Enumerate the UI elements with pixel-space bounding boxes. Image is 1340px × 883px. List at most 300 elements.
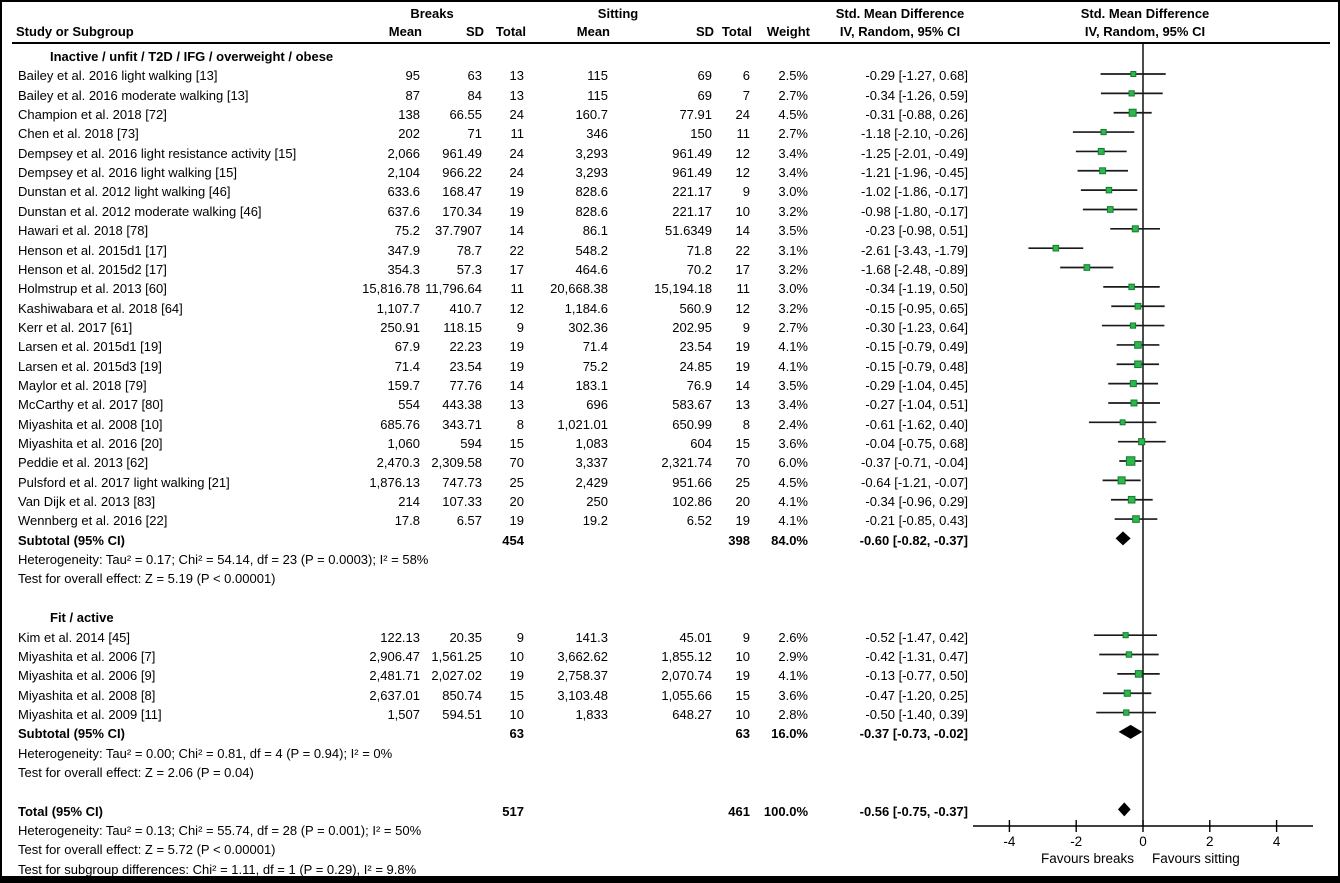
sitting-sd: 648.27 bbox=[672, 706, 712, 722]
column-header-study: Study or Subgroup bbox=[16, 24, 134, 39]
x-axis-tick-label: -2 bbox=[1070, 834, 1083, 849]
sitting-mean: 1,184.6 bbox=[564, 300, 608, 316]
sitting-mean: 1,021.01 bbox=[557, 416, 608, 432]
stats-note: Heterogeneity: Tau² = 0.00; Chi² = 0.81, df = 4 (P = 0.94); I² = 0% bbox=[18, 745, 393, 761]
sitting-sd: 650.99 bbox=[672, 416, 712, 432]
breaks-mean: 159.7 bbox=[387, 377, 420, 393]
study-label: Henson et al. 2015d2 [17] bbox=[18, 261, 167, 277]
study-label: McCarthy et al. 2017 [80] bbox=[18, 397, 164, 413]
ci-text: -0.27 [-1.04, 0.51] bbox=[865, 397, 968, 413]
sitting-sd: 961.49 bbox=[672, 165, 712, 181]
study-label: Miyashita et al. 2008 [8] bbox=[18, 687, 156, 703]
sitting-sd: 221.17 bbox=[672, 203, 712, 219]
sitting-total: 9 bbox=[742, 629, 750, 645]
ci-text: -0.98 [-1.80, -0.17] bbox=[861, 203, 968, 219]
study-label: Miyashita et al. 2006 [7] bbox=[18, 648, 156, 664]
column-header-sitting-mean: Mean bbox=[576, 24, 610, 39]
breaks-total: 13 bbox=[509, 68, 524, 84]
smd-text-column-title: Std. Mean Difference bbox=[835, 6, 965, 21]
study-label: Larsen et al. 2015d3 [19] bbox=[18, 358, 162, 374]
sitting-mean: 2,758.37 bbox=[557, 668, 608, 684]
weight-value: 3.1% bbox=[778, 242, 808, 258]
study-label: Bailey et al. 2016 light walking [13] bbox=[18, 68, 218, 84]
breaks-mean: 2,470.3 bbox=[376, 455, 420, 471]
ci-text: -0.15 [-0.79, 0.49] bbox=[865, 339, 968, 355]
subgroup-title-row bbox=[2, 47, 1338, 66]
weight-value: 3.2% bbox=[778, 300, 808, 316]
study-label: Maylor et al. 2018 [79] bbox=[18, 377, 147, 393]
sitting-mean: 302.36 bbox=[568, 319, 608, 335]
sitting-sd: 24.85 bbox=[679, 358, 712, 374]
study-row bbox=[2, 163, 1338, 182]
breaks-mean: 354.3 bbox=[387, 261, 420, 277]
sitting-total: 24 bbox=[735, 107, 750, 123]
column-header-breaks-sd: SD bbox=[465, 24, 484, 39]
sitting-total: 6 bbox=[742, 68, 750, 84]
sitting-sd: 6.52 bbox=[686, 513, 712, 529]
breaks-total: 25 bbox=[509, 474, 524, 490]
breaks-sd: 78.7 bbox=[456, 242, 482, 258]
subgroup-title: Fit / active bbox=[50, 610, 114, 626]
breaks-total: 10 bbox=[509, 706, 524, 722]
breaks-mean: 1,876.13 bbox=[369, 474, 420, 490]
ci-text: -0.31 [-0.88, 0.26] bbox=[865, 107, 968, 123]
breaks-total: 8 bbox=[516, 416, 524, 432]
breaks-total: 24 bbox=[509, 107, 524, 123]
weight-value: 3.4% bbox=[778, 397, 808, 413]
sitting-mean: 346 bbox=[586, 126, 608, 142]
study-label: Kim et al. 2014 [45] bbox=[18, 629, 131, 645]
stats-note: Heterogeneity: Tau² = 0.17; Chi² = 54.14, df = 23 (P = 0.0003); I² = 58% bbox=[18, 552, 429, 568]
ci-text: -0.47 [-1.20, 0.25] bbox=[865, 687, 968, 703]
sitting-total: 15 bbox=[735, 687, 750, 703]
sitting-total: 9 bbox=[742, 319, 750, 335]
weight-value: 3.5% bbox=[778, 377, 808, 393]
sitting-sd: 961.49 bbox=[672, 145, 712, 161]
breaks-sd: 850.74 bbox=[442, 687, 482, 703]
sitting-mean: 160.7 bbox=[575, 107, 608, 123]
study-label: Wennberg et al. 2016 [22] bbox=[18, 513, 168, 529]
breaks-total: 10 bbox=[509, 648, 524, 664]
breaks-total: 19 bbox=[509, 358, 524, 374]
study-row bbox=[2, 357, 1338, 376]
ci-text: -0.15 [-0.79, 0.48] bbox=[865, 358, 968, 374]
sitting-sd: 45.01 bbox=[679, 629, 712, 645]
study-label: Van Dijk et al. 2013 [83] bbox=[18, 494, 156, 510]
sitting-sd: 69 bbox=[697, 87, 712, 103]
breaks-sd: 6.57 bbox=[456, 513, 482, 529]
sitting-mean: 3,293 bbox=[575, 145, 608, 161]
weight-value: 3.2% bbox=[778, 203, 808, 219]
breaks-total: 9 bbox=[516, 629, 524, 645]
stats-note: Test for overall effect: Z = 2.06 (P = 0.04) bbox=[18, 764, 254, 780]
study-label: Miyashita et al. 2009 [11] bbox=[18, 706, 162, 722]
breaks-sd: 84 bbox=[467, 87, 482, 103]
breaks-sd: 961.49 bbox=[442, 145, 482, 161]
ci-text: -0.29 [-1.04, 0.45] bbox=[865, 377, 968, 393]
sitting-sd: 102.86 bbox=[672, 494, 712, 510]
study-row bbox=[2, 666, 1338, 685]
ci-text: -0.29 [-1.27, 0.68] bbox=[865, 68, 968, 84]
sitting-total: 19 bbox=[735, 339, 750, 355]
breaks-mean: 1,507 bbox=[387, 706, 420, 722]
sitting-total: 12 bbox=[735, 165, 750, 181]
stats-note-row bbox=[2, 744, 1338, 763]
ci-text: -2.61 [-3.43, -1.79] bbox=[861, 242, 968, 258]
weight-value: 2.5% bbox=[778, 68, 808, 84]
weight-value: 100.0% bbox=[763, 803, 808, 819]
subtotal-label: Subtotal (95% CI) bbox=[18, 726, 125, 742]
breaks-mean: 2,637.01 bbox=[369, 687, 420, 703]
study-row bbox=[2, 86, 1338, 105]
breaks-sd: 343.71 bbox=[442, 416, 482, 432]
weight-value: 4.5% bbox=[778, 474, 808, 490]
breaks-mean: 2,906.47 bbox=[369, 648, 420, 664]
sitting-sd: 51.6349 bbox=[665, 223, 712, 239]
ci-text: -0.37 [-0.71, -0.04] bbox=[861, 455, 968, 471]
study-row bbox=[2, 473, 1338, 492]
breaks-mean: 2,481.71 bbox=[369, 668, 420, 684]
breaks-total: 14 bbox=[509, 223, 524, 239]
smd-plot-column-title: Std. Mean Difference bbox=[1080, 6, 1210, 21]
breaks-mean: 138 bbox=[398, 107, 420, 123]
ci-text: -0.37 [-0.73, -0.02] bbox=[859, 726, 968, 742]
study-label: Dempsey et al. 2016 light resistance activity [15] bbox=[18, 145, 297, 161]
ci-text: -1.21 [-1.96, -0.45] bbox=[861, 165, 968, 181]
sitting-total: 11 bbox=[736, 126, 750, 142]
study-row bbox=[2, 279, 1338, 298]
weight-value: 4.1% bbox=[778, 358, 808, 374]
breaks-mean: 75.2 bbox=[394, 223, 420, 239]
study-label: Holmstrup et al. 2013 [60] bbox=[18, 281, 167, 297]
weight-value: 3.0% bbox=[778, 184, 808, 200]
breaks-mean: 95 bbox=[405, 68, 420, 84]
breaks-total: 517 bbox=[502, 803, 524, 819]
weight-value: 6.0% bbox=[778, 455, 808, 471]
breaks-total: 19 bbox=[509, 184, 524, 200]
total-label: Total (95% CI) bbox=[18, 803, 103, 819]
stats-note-row bbox=[2, 840, 1338, 859]
study-label: Kashiwabara et al. 2018 [64] bbox=[18, 300, 183, 316]
breaks-total: 17 bbox=[509, 261, 524, 277]
breaks-mean: 554 bbox=[398, 397, 420, 413]
weight-value: 2.7% bbox=[778, 87, 808, 103]
column-header-breaks-total: Total bbox=[495, 24, 526, 39]
sitting-sd: 69 bbox=[697, 68, 712, 84]
sitting-total: 13 bbox=[735, 397, 750, 413]
weight-value: 4.1% bbox=[778, 494, 808, 510]
sitting-mean: 115 bbox=[587, 87, 608, 103]
stats-note-row bbox=[2, 550, 1338, 569]
breaks-mean: 347.9 bbox=[387, 242, 420, 258]
study-row bbox=[2, 260, 1338, 279]
weight-value: 2.7% bbox=[778, 126, 808, 142]
breaks-total: 13 bbox=[509, 87, 524, 103]
breaks-mean: 214 bbox=[398, 494, 420, 510]
stats-note: Heterogeneity: Tau² = 0.13; Chi² = 55.74, df = 28 (P = 0.001); I² = 50% bbox=[18, 823, 422, 838]
sitting-total: 10 bbox=[735, 706, 750, 722]
ci-text: -1.25 [-2.01, -0.49] bbox=[861, 145, 968, 161]
sitting-mean: 86.1 bbox=[582, 223, 608, 239]
study-label: Kerr et al. 2017 [61] bbox=[18, 319, 133, 335]
ci-text: -0.60 [-0.82, -0.37] bbox=[859, 532, 968, 548]
sitting-sd: 2,321.74 bbox=[661, 455, 712, 471]
study-row bbox=[2, 202, 1338, 221]
study-row bbox=[2, 705, 1338, 724]
study-label: Larsen et al. 2015d1 [19] bbox=[18, 339, 162, 355]
study-label: Miyashita et al. 2006 [9] bbox=[18, 668, 156, 684]
breaks-total: 70 bbox=[509, 455, 524, 471]
weight-value: 2.8% bbox=[778, 706, 808, 722]
sitting-total: 19 bbox=[735, 358, 750, 374]
spacer-row bbox=[2, 589, 1338, 608]
sitting-mean: 464.6 bbox=[575, 261, 608, 277]
breaks-mean: 71.4 bbox=[394, 358, 420, 374]
breaks-mean: 67.9 bbox=[394, 339, 420, 355]
breaks-total: 15 bbox=[509, 436, 524, 451]
breaks-mean: 1,060 bbox=[387, 436, 420, 451]
sitting-total: 14 bbox=[735, 223, 750, 239]
ci-text: -0.13 [-0.77, 0.50] bbox=[865, 668, 968, 684]
sitting-sd: 150 bbox=[690, 126, 712, 142]
weight-value: 4.5% bbox=[778, 107, 808, 123]
sitting-mean: 250 bbox=[586, 494, 608, 510]
subtotal-row bbox=[2, 531, 1338, 550]
column-header-ci-text: IV, Random, 95% CI bbox=[839, 24, 961, 39]
breaks-sd: 11,796.64 bbox=[425, 281, 482, 297]
sitting-mean: 19.2 bbox=[582, 513, 608, 529]
breaks-total: 20 bbox=[509, 494, 524, 510]
breaks-sd: 410.7 bbox=[449, 300, 482, 316]
weight-value: 3.5% bbox=[778, 223, 808, 239]
sitting-total: 8 bbox=[742, 416, 750, 432]
total-row bbox=[2, 802, 1338, 821]
weight-value: 4.1% bbox=[778, 668, 808, 684]
breaks-mean: 250.91 bbox=[380, 319, 420, 335]
ci-text: -0.56 [-0.75, -0.37] bbox=[859, 803, 968, 819]
subtotal-row bbox=[2, 724, 1338, 743]
study-label: Peddie et al. 2013 [62] bbox=[18, 455, 149, 471]
weight-value: 2.7% bbox=[778, 319, 808, 335]
study-row bbox=[2, 124, 1338, 143]
breaks-total: 63 bbox=[509, 726, 524, 742]
sitting-mean: 3,293 bbox=[575, 165, 608, 181]
sitting-mean: 3,662.62 bbox=[557, 648, 608, 664]
subgroup-title: Inactive / unfit / T2D / IFG / overweight / obese bbox=[50, 49, 334, 64]
breaks-sd: 63 bbox=[467, 68, 482, 84]
sitting-sd: 1,055.66 bbox=[661, 687, 712, 703]
sitting-total: 9 bbox=[742, 184, 750, 200]
sitting-total: 15 bbox=[735, 436, 750, 451]
sitting-total: 20 bbox=[735, 494, 750, 510]
breaks-total: 19 bbox=[509, 513, 524, 529]
breaks-sd: 71 bbox=[467, 126, 482, 142]
study-row bbox=[2, 299, 1338, 318]
sitting-total: 461 bbox=[728, 803, 750, 819]
breaks-sd: 37.7907 bbox=[435, 223, 482, 239]
breaks-mean: 87 bbox=[405, 87, 420, 103]
ci-text: -0.34 [-0.96, 0.29] bbox=[865, 494, 968, 510]
sitting-total: 14 bbox=[735, 377, 750, 393]
sitting-sd: 76.9 bbox=[686, 377, 712, 393]
breaks-sd: 170.34 bbox=[442, 203, 482, 219]
subtotal-label: Subtotal (95% CI) bbox=[18, 532, 125, 548]
sitting-total: 25 bbox=[735, 474, 750, 490]
sitting-total: 19 bbox=[735, 668, 750, 684]
study-label: Chen et al. 2018 [73] bbox=[18, 126, 139, 142]
weight-value: 3.6% bbox=[778, 687, 808, 703]
column-group-breaks: Breaks bbox=[410, 6, 454, 21]
ci-text: -1.02 [-1.86, -0.17] bbox=[861, 184, 968, 200]
sitting-mean: 696 bbox=[586, 397, 608, 413]
ci-text: -0.34 [-1.19, 0.50] bbox=[865, 281, 968, 297]
ci-text: -0.04 [-0.75, 0.68] bbox=[865, 436, 968, 451]
breaks-sd: 22.23 bbox=[449, 339, 482, 355]
sitting-total: 7 bbox=[742, 87, 750, 103]
sitting-total: 12 bbox=[735, 145, 750, 161]
breaks-sd: 20.35 bbox=[449, 629, 482, 645]
sitting-total: 11 bbox=[736, 281, 750, 297]
sitting-total: 17 bbox=[735, 261, 750, 277]
sitting-mean: 183.1 bbox=[575, 377, 608, 393]
ci-text: -0.15 [-0.95, 0.65] bbox=[865, 300, 968, 316]
breaks-sd: 443.38 bbox=[442, 397, 482, 413]
sitting-total: 398 bbox=[728, 532, 750, 548]
ci-text: -0.30 [-1.23, 0.64] bbox=[865, 319, 968, 335]
sitting-total: 63 bbox=[735, 726, 750, 742]
study-label: Miyashita et al. 2016 [20] bbox=[18, 436, 163, 451]
sitting-mean: 20,668.38 bbox=[550, 281, 608, 297]
study-row bbox=[2, 221, 1338, 240]
study-row bbox=[2, 415, 1338, 434]
breaks-sd: 2,309.58 bbox=[431, 455, 482, 471]
ci-text: -0.61 [-1.62, 0.40] bbox=[865, 416, 968, 432]
sitting-sd: 2,070.74 bbox=[661, 668, 712, 684]
breaks-sd: 1,561.25 bbox=[431, 648, 482, 664]
favours-left-label: Favours breaks bbox=[1040, 851, 1134, 866]
breaks-sd: 77.76 bbox=[449, 377, 482, 393]
stats-note-row bbox=[2, 821, 1338, 840]
study-label: Hawari et al. 2018 [78] bbox=[18, 223, 149, 239]
sitting-sd: 202.95 bbox=[672, 319, 712, 335]
study-label: Dunstan et al. 2012 moderate walking [46] bbox=[18, 203, 262, 219]
sitting-mean: 548.2 bbox=[575, 242, 608, 258]
breaks-mean: 2,066 bbox=[387, 145, 420, 161]
sitting-sd: 221.17 bbox=[672, 184, 712, 200]
study-label: Henson et al. 2015d1 [17] bbox=[18, 242, 167, 258]
breaks-total: 13 bbox=[509, 397, 524, 413]
weight-value: 16.0% bbox=[771, 726, 808, 742]
sitting-mean: 2,429 bbox=[575, 474, 608, 490]
study-label: Pulsford et al. 2017 light walking [21] bbox=[18, 474, 230, 490]
sitting-mean: 115 bbox=[587, 68, 608, 84]
study-label: Bailey et al. 2016 moderate walking [13] bbox=[18, 87, 249, 103]
sitting-mean: 141.3 bbox=[575, 629, 608, 645]
weight-value: 2.6% bbox=[778, 629, 808, 645]
breaks-mean: 685.76 bbox=[380, 416, 420, 432]
breaks-total: 19 bbox=[509, 203, 524, 219]
study-row bbox=[2, 647, 1338, 666]
breaks-sd: 57.3 bbox=[456, 261, 482, 277]
weight-value: 4.1% bbox=[778, 513, 808, 529]
breaks-mean: 2,104 bbox=[387, 165, 420, 181]
ci-text: -0.50 [-1.40, 0.39] bbox=[865, 706, 968, 722]
x-axis-tick-label: -4 bbox=[1003, 834, 1016, 849]
weight-value: 3.2% bbox=[778, 261, 808, 277]
sitting-total: 22 bbox=[735, 242, 750, 258]
sitting-total: 10 bbox=[735, 203, 750, 219]
spacer-row bbox=[2, 782, 1338, 801]
weight-value: 3.6% bbox=[778, 436, 808, 451]
x-axis-tick-label: 4 bbox=[1272, 834, 1281, 849]
column-header-weight: Weight bbox=[766, 24, 810, 39]
weight-value: 3.4% bbox=[778, 145, 808, 161]
sitting-sd: 583.67 bbox=[672, 397, 712, 413]
study-row bbox=[2, 337, 1338, 356]
weight-value: 3.4% bbox=[778, 165, 808, 181]
breaks-total: 11 bbox=[510, 281, 524, 297]
study-label: Miyashita et al. 2008 [10] bbox=[18, 416, 163, 432]
study-label: Champion et al. 2018 [72] bbox=[18, 107, 167, 123]
breaks-sd: 594.51 bbox=[442, 706, 482, 722]
study-row bbox=[2, 376, 1338, 395]
ci-text: -0.21 [-0.85, 0.43] bbox=[865, 513, 968, 529]
ci-text: -0.64 [-1.21, -0.07] bbox=[861, 474, 968, 490]
breaks-total: 22 bbox=[509, 242, 524, 258]
sitting-mean: 3,103.48 bbox=[557, 687, 608, 703]
study-row bbox=[2, 492, 1338, 511]
sitting-mean: 828.6 bbox=[575, 203, 608, 219]
breaks-total: 14 bbox=[509, 377, 524, 393]
subgroup-title-row bbox=[2, 608, 1338, 627]
column-header-breaks-mean: Mean bbox=[388, 24, 422, 39]
study-row bbox=[2, 453, 1338, 472]
breaks-sd: 118.15 bbox=[443, 319, 482, 335]
breaks-total: 15 bbox=[509, 687, 524, 703]
column-group-sitting: Sitting bbox=[597, 6, 639, 21]
stats-note-row bbox=[2, 860, 1338, 879]
weight-value: 84.0% bbox=[771, 532, 808, 548]
stats-note: Test for overall effect: Z = 5.19 (P < 0.00001) bbox=[18, 571, 276, 587]
study-row bbox=[2, 182, 1338, 201]
study-row bbox=[2, 395, 1338, 414]
ci-text: -1.18 [-2.10, -0.26] bbox=[861, 126, 968, 142]
breaks-total: 12 bbox=[509, 300, 524, 316]
breaks-mean: 1,107.7 bbox=[376, 300, 420, 316]
sitting-total: 12 bbox=[735, 300, 750, 316]
weight-value: 2.9% bbox=[778, 648, 808, 664]
sitting-mean: 1,083 bbox=[575, 436, 608, 451]
study-row bbox=[2, 628, 1338, 647]
sitting-mean: 71.4 bbox=[582, 339, 608, 355]
breaks-sd: 168.47 bbox=[442, 184, 482, 200]
study-label: Dunstan et al. 2012 light walking [46] bbox=[18, 184, 231, 200]
sitting-sd: 23.54 bbox=[679, 339, 712, 355]
x-axis-tick-label: 0 bbox=[1139, 834, 1147, 849]
sitting-sd: 560.9 bbox=[679, 300, 712, 316]
breaks-total: 19 bbox=[509, 339, 524, 355]
x-axis-tick-label: 2 bbox=[1206, 834, 1214, 849]
breaks-sd: 594 bbox=[460, 436, 482, 451]
ci-text: -0.34 [-1.26, 0.59] bbox=[865, 87, 968, 103]
sitting-sd: 15,194.18 bbox=[654, 281, 712, 297]
ci-text: -0.52 [-1.47, 0.42] bbox=[865, 629, 968, 645]
stats-note: Test for overall effect: Z = 5.72 (P < 0.00001) bbox=[18, 842, 276, 858]
weight-value: 4.1% bbox=[778, 339, 808, 355]
sitting-total: 70 bbox=[735, 455, 750, 471]
breaks-mean: 15,816.78 bbox=[362, 281, 420, 297]
breaks-sd: 2,027.02 bbox=[431, 668, 482, 684]
